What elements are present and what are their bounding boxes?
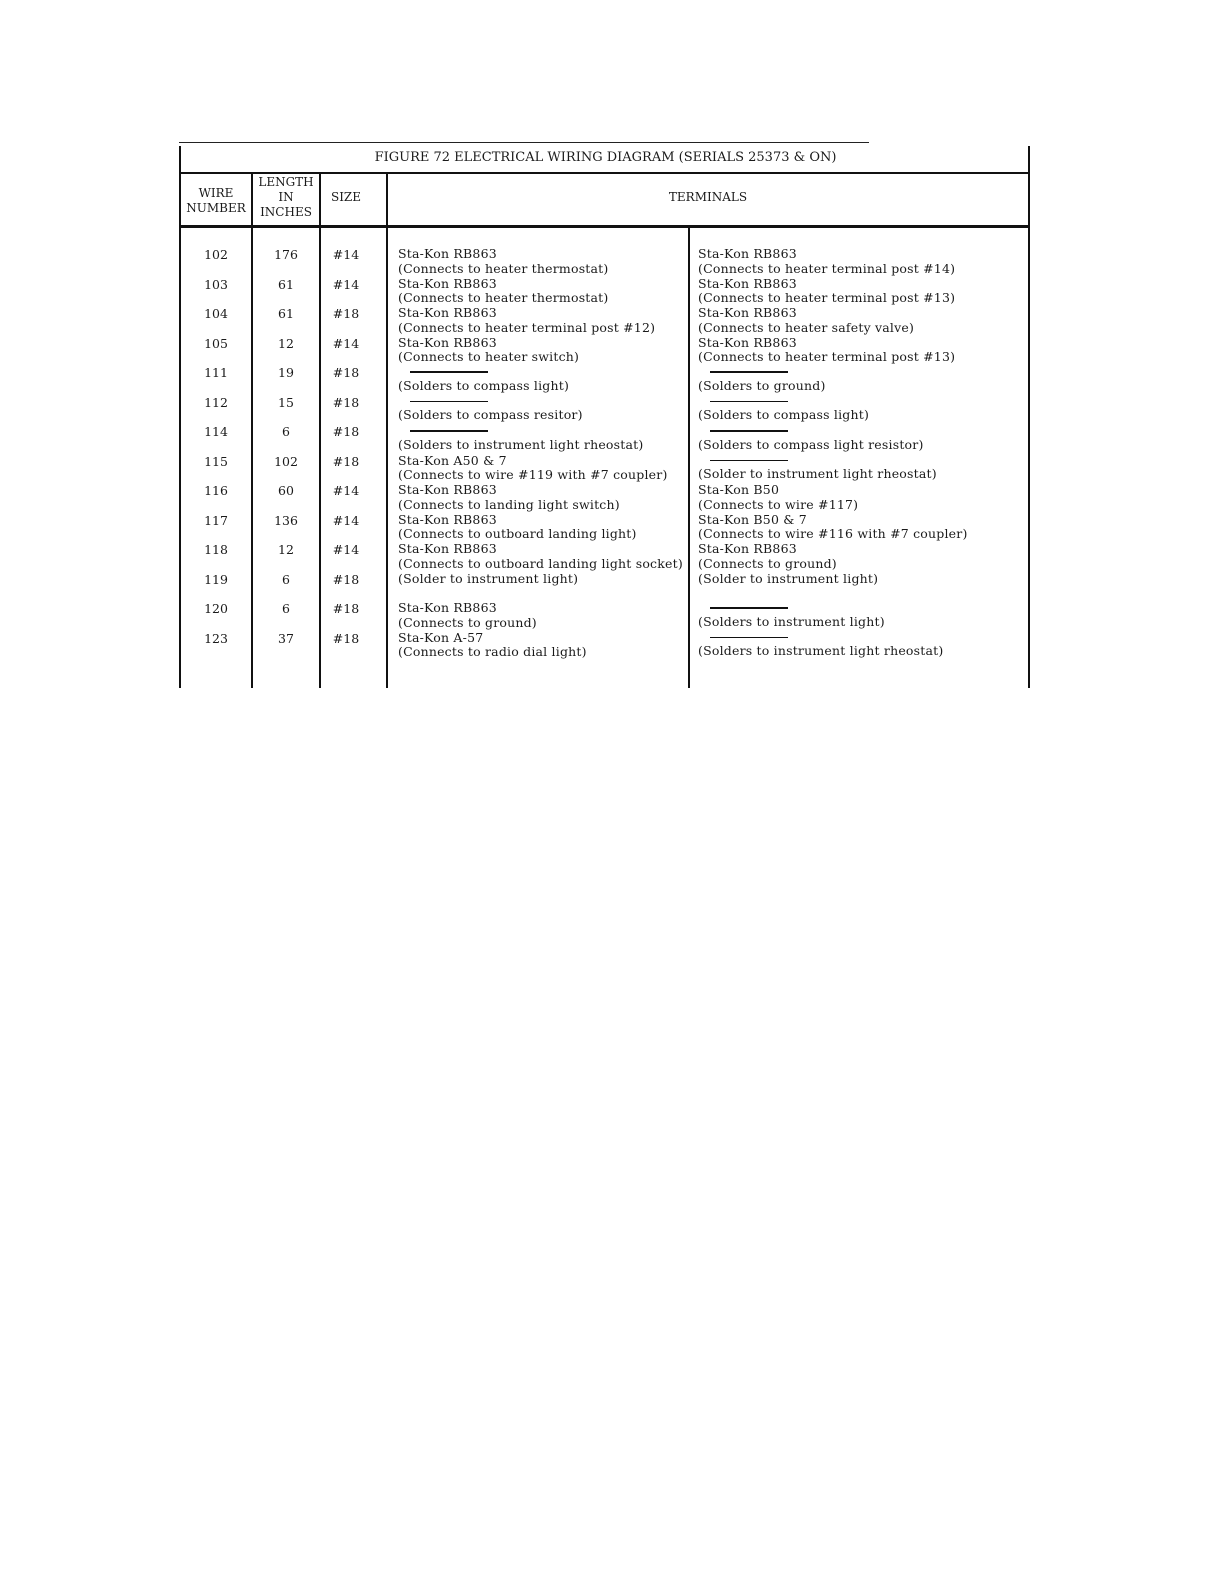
terminal-line: Sta-Kon RB863 xyxy=(698,275,797,291)
terminal-from xyxy=(398,395,583,423)
terminal-line: (Solders to compass light) xyxy=(698,407,870,422)
size-cell: #14 xyxy=(332,335,360,351)
length-cell: 61 xyxy=(278,276,294,292)
blank-rule xyxy=(710,430,788,432)
header-length: LENGTH IN INCHES xyxy=(258,175,314,219)
length-cell: 6 xyxy=(282,571,290,587)
terminal-line: (Connects to heater safety valve) xyxy=(698,319,915,335)
terminal-line: (Connects to heater terminal post #14) xyxy=(698,260,956,276)
terminal-line: (Connects to outboard landing light socket) xyxy=(398,555,683,571)
length-cell: 60 xyxy=(278,483,294,498)
terminal-line: Sta-Kon RB863 xyxy=(398,511,497,527)
terminal-from xyxy=(398,631,587,660)
blank-rule xyxy=(410,430,488,432)
terminal-from xyxy=(398,277,609,306)
size-cell: #14 xyxy=(332,542,360,557)
length-cell: 61 xyxy=(278,306,294,321)
blank-rule xyxy=(710,607,788,609)
terminal-to xyxy=(698,395,869,423)
wire-number-cell: 103 xyxy=(204,276,228,292)
terminal-line: (Connects to ground) xyxy=(398,614,537,630)
terminal-from xyxy=(398,454,668,483)
terminal-to xyxy=(698,572,878,587)
terminal-line: Sta-Kon RB863 xyxy=(698,246,797,261)
terminal-to xyxy=(698,424,924,452)
wire-number-cell: 112 xyxy=(204,394,228,410)
col-divider-4 xyxy=(688,228,690,688)
blank-rule xyxy=(410,371,488,373)
wire-number-cell: 102 xyxy=(204,247,228,262)
terminal-line: Sta-Kon RB863 xyxy=(398,600,497,615)
length-cell: 176 xyxy=(274,247,298,262)
blank-rule xyxy=(710,371,788,373)
wire-number-cell: 123 xyxy=(204,630,228,646)
terminal-line: (Solders to instrument light) xyxy=(698,613,885,629)
terminal-line: Sta-Kon RB863 xyxy=(698,541,797,556)
terminal-line: Sta-Kon RB863 xyxy=(698,334,797,350)
terminal-from xyxy=(398,483,620,512)
terminal-line: (Connects to heater terminal post #13) xyxy=(698,349,956,365)
terminal-line: Sta-Kon RB863 xyxy=(398,305,497,320)
terminal-line: Sta-Kon RB863 xyxy=(398,482,497,497)
terminal-to xyxy=(698,542,837,571)
terminal-from xyxy=(398,572,578,587)
terminal-line: (Connects to heater switch) xyxy=(398,349,580,365)
terminal-line: Sta-Kon B50 xyxy=(698,482,780,497)
terminal-line: (Solders to instrument light rheostat) xyxy=(698,643,944,658)
terminal-line: (Solders to compass resitor) xyxy=(398,407,583,422)
terminal-line: (Connects to outboard landing light) xyxy=(398,526,637,542)
terminal-to xyxy=(698,631,943,659)
wire-number-cell: 120 xyxy=(204,601,228,616)
size-cell: #18 xyxy=(332,571,360,587)
terminal-line: Sta-Kon B50 & 7 xyxy=(698,511,807,527)
terminal-line: (Solders to ground) xyxy=(698,377,826,393)
wire-number-cell: 117 xyxy=(204,512,228,528)
blank-rule xyxy=(410,401,488,403)
terminal-line: (Connects to wire #116 with #7 coupler) xyxy=(698,526,968,542)
terminal-from xyxy=(398,306,655,335)
terminal-from xyxy=(398,513,637,542)
wire-number-cell: 115 xyxy=(204,453,228,469)
length-cell: 12 xyxy=(278,542,294,557)
terminal-to xyxy=(698,483,858,512)
terminal-from xyxy=(398,601,537,630)
terminal-line: (Connects to heater terminal post #12) xyxy=(398,319,656,335)
wire-number-cell: 118 xyxy=(204,542,228,557)
terminal-to xyxy=(698,277,955,306)
size-cell: #14 xyxy=(332,276,360,292)
terminal-line: (Connects to wire #119 with #7 coupler) xyxy=(398,467,668,483)
size-cell: #18 xyxy=(332,394,360,410)
terminal-to xyxy=(698,454,937,482)
terminal-from xyxy=(398,424,643,452)
terminal-from xyxy=(398,542,683,571)
wire-number-cell: 104 xyxy=(204,306,228,321)
title-divider xyxy=(179,172,1030,174)
header-wire-number: WIRE NUMBER xyxy=(186,186,246,215)
terminal-line: (Solder to instrument light rheostat) xyxy=(698,466,937,481)
header-size: SIZE xyxy=(330,190,362,204)
size-cell: #14 xyxy=(332,483,360,498)
wire-number-cell: 111 xyxy=(204,365,228,380)
terminal-line: Sta-Kon A50 & 7 xyxy=(398,452,507,468)
terminal-to xyxy=(698,247,955,276)
terminal-line: Sta-Kon RB863 xyxy=(398,541,497,556)
terminal-line: (Solder to instrument light) xyxy=(398,570,579,586)
wiring-table xyxy=(179,142,1032,688)
header-terminals: TERMINALS xyxy=(668,190,748,204)
size-cell: #18 xyxy=(332,630,360,646)
terminal-to xyxy=(698,513,968,542)
terminal-line: Sta-Kon RB863 xyxy=(398,334,497,350)
terminal-to xyxy=(698,365,826,393)
length-cell: 12 xyxy=(278,335,294,351)
figure-title: FIGURE 72 ELECTRICAL WIRING DIAGRAM (SERIALS 25373 & ON) xyxy=(374,150,837,165)
terminal-line: Sta-Kon RB863 xyxy=(398,246,497,261)
terminal-line: Sta-Kon A-57 xyxy=(398,629,484,645)
wire-number-cell: 105 xyxy=(204,335,228,351)
terminal-from xyxy=(398,336,579,365)
blank-rule xyxy=(710,460,788,462)
terminal-to xyxy=(698,601,885,629)
terminal-line: (Connects to heater terminal post #13) xyxy=(698,290,956,306)
size-cell: #14 xyxy=(332,512,360,528)
header-divider xyxy=(179,225,1030,228)
terminal-from xyxy=(398,247,609,276)
blank-rule xyxy=(710,637,788,639)
length-cell: 102 xyxy=(274,453,298,469)
wire-number-cell: 114 xyxy=(204,424,228,439)
size-cell: #14 xyxy=(332,247,360,262)
size-cell: #18 xyxy=(332,365,360,380)
size-cell: #18 xyxy=(332,424,360,439)
length-cell: 15 xyxy=(278,394,294,410)
terminal-to xyxy=(698,306,914,335)
length-cell: 6 xyxy=(282,601,290,616)
length-cell: 136 xyxy=(274,512,298,528)
terminal-line: (Solders to compass light) xyxy=(398,377,570,393)
length-cell: 37 xyxy=(278,630,294,646)
terminal-line: Sta-Kon RB863 xyxy=(398,275,497,291)
col-divider-3 xyxy=(386,172,388,688)
size-cell: #18 xyxy=(332,306,360,321)
wire-number-cell: 116 xyxy=(204,483,228,498)
length-cell: 19 xyxy=(278,365,294,380)
terminal-line: Sta-Kon RB863 xyxy=(698,305,797,320)
terminal-line: (Solder to instrument light) xyxy=(698,570,879,586)
terminal-line: (Connects to heater thermostat) xyxy=(398,260,609,276)
size-cell: #18 xyxy=(332,601,360,616)
wire-number-cell: 119 xyxy=(204,571,228,587)
terminal-line: (Connects to heater thermostat) xyxy=(398,290,609,306)
terminal-line: (Solders to compass light resistor) xyxy=(698,436,924,452)
terminal-line: (Connects to ground) xyxy=(698,555,837,571)
top-rule xyxy=(179,142,869,143)
length-cell: 6 xyxy=(282,424,290,439)
blank-rule xyxy=(710,401,788,403)
terminal-line: (Solders to instrument light rheostat) xyxy=(398,436,644,452)
terminal-line: (Connects to wire #117) xyxy=(698,496,859,512)
terminal-to xyxy=(698,336,955,365)
terminal-line: (Connects to radio dial light) xyxy=(398,644,587,660)
terminal-from xyxy=(398,365,569,393)
size-cell: #18 xyxy=(332,453,360,469)
terminal-line: (Connects to landing light switch) xyxy=(398,496,620,512)
